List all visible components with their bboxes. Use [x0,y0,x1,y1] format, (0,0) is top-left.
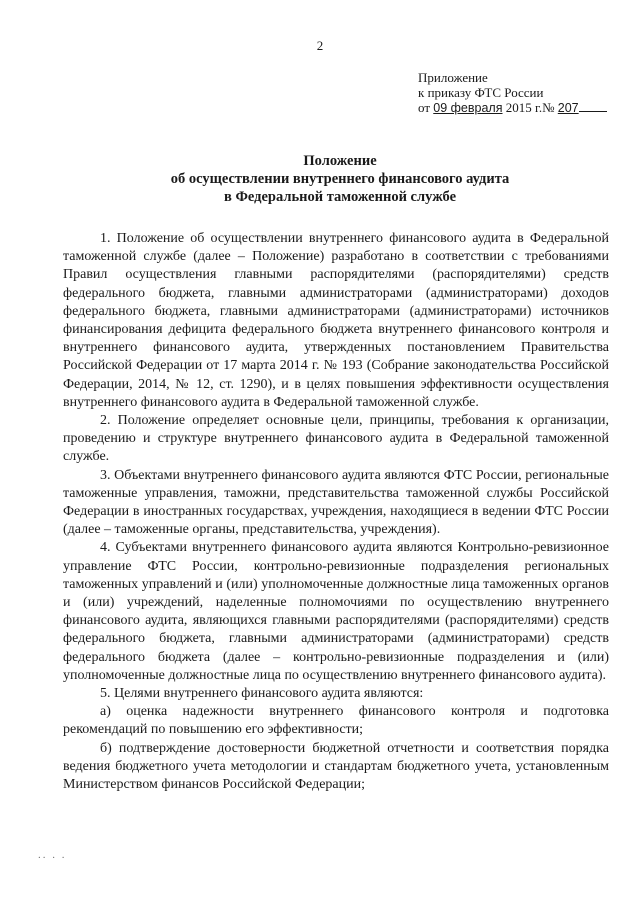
appendix-date-line [418,100,607,116]
paragraph-2: 2. Положение определяет основные цели, принципы, требования к организации, проведению и структуре внутреннего финансового аудита в Федеральной таможенной службе. [63,413,609,465]
document-title [70,152,610,206]
paragraph-4: 4. Субъектами внутреннего финансового аудита являются Контрольно-ревизионное управление ФТС России, контрольно-ревизионные подразделения региональных таможенных управлений и (или) уполномоченные должностные лица таможенных органов и (или) учреждений, наделенные полномочиями по осуществлению внутреннего финансового аудита, являющихся главными распорядителями (распорядителями) средств федерального бюджета, главными администраторами (администраторами) средств федерального бюджета (далее – контрольно-ревизионные подразделения и (или) уполномоченные должностные лица по осуществлению внутреннего финансового аудита). [63,540,609,683]
appendix-year: 2015 г. [505,100,543,115]
document-body [63,230,609,794]
paragraph-5a: а) оценка надежности внутреннего финансового контроля и подготовка рекомендаций по повышению его эффективности; [63,704,609,738]
paragraph-1: 1. Положение об осуществлении внутреннего финансового аудита в Федеральной таможенной службе (далее – Положение) разработано в соответствии с требованиями Правил осуществления главными распорядителями (распорядителями) средств федерального бюджета, главными администраторами (администраторами) доходов федерального бюджета, главными администраторами (администраторами) источников финансирования дефицита федерального бюджета внутреннего финансового контроля и внутреннего финансового аудита, утвержденных постановлением Правительства Российской Федерации от 17 марта 2014 г. № 193 (Собрание законодательства Российской Федерации, 2014, № 12, ст. 1290), и в целях повышения эффективности осуществления внутреннего финансового аудита в Федеральной таможенной службе. [63,231,609,410]
appendix-number-sign: № [542,100,555,115]
scan-speck-marks: ∙∙ ∙ ∙ [38,852,67,864]
appendix-label: Приложение [418,70,488,85]
paragraph-3: 3. Объектами внутреннего финансового аудита являются ФТС России, региональные таможенные управления, таможни, представительства таможенной службы Российской Федерации в иностранных государствах, учреждения, находящиеся в ведении ФТС России (далее – таможенные органы, представительства, учреждения). [63,467,609,538]
title-line-2: об осуществлении внутреннего финансового аудита [170,171,510,187]
appendix-number: 207 [557,101,579,115]
paragraph-5: 5. Целями внутреннего финансового аудита являются: [100,686,424,702]
appendix-order-ref: к приказу ФТС России [418,85,544,100]
appendix-block [418,70,607,116]
appendix-date: 09 февраля [433,101,503,115]
appendix-date-prefix: от [418,100,431,115]
title-line-1: Положение [303,153,377,169]
paragraph-5b: б) подтверждение достоверности бюджетной отчетности и соответствия порядка ведения бюджетного учета методологии и стандартам бюджетного учета, установленным Министерством финансов Российской Федерации; [63,740,609,793]
title-line-3: в Федеральной таможенной службе [223,189,457,205]
appendix-underline [579,101,607,112]
page-number: 2 [316,38,324,53]
